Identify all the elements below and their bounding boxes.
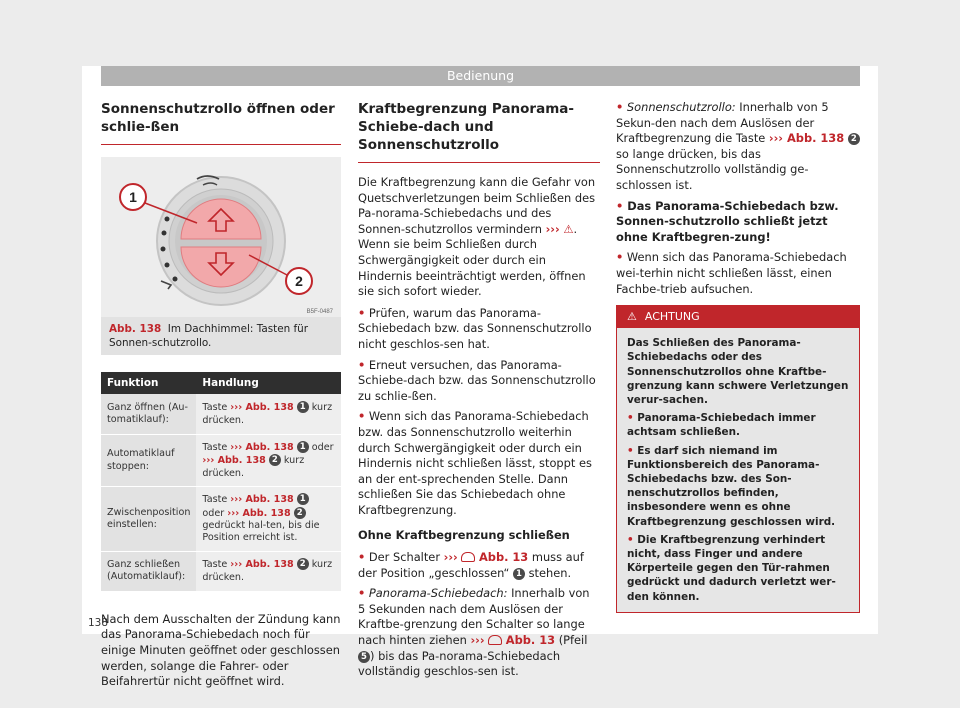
link-abb-138[interactable]: ››› Abb. 138 [227,507,291,519]
caption-text: Im Dachhimmel: Tasten für Sonnen-schutzrollo. [109,323,309,349]
force-limit-intro: Die Kraftbegrenzung kann die Gefahr von Quetschverletzungen beim Schließen des Pa-norama-Schiebedachs und des Sonnen-schutzrollos vermindern ››› ⚠. Wenn sie beim Schließen durch Schwergängigkeit oder durch ein Hindernis beeinträchtigt werden, öffnen sie sich sofort wieder. [358,175,596,299]
table-cell-function: Ganz öffnen (Au-tomatiklauf): [101,394,196,434]
number-badge: 2 [848,133,860,145]
warning-header [617,306,859,328]
warning-item: • Panorama-Schiebedach immer achtsam schließen. [627,412,816,439]
table-cell-action: Taste ››› Abb. 138 1 kurz drücken. [196,394,341,434]
link-abb-13[interactable]: Abb. 13 [505,633,556,648]
link-abb-138[interactable]: ››› Abb. 138 [768,131,845,146]
section-heading-sunshade: Sonnenschutzrollo öffnen oder schlie-ßen [101,100,341,145]
link-abb-138[interactable]: ››› Abb. 138 [230,402,294,414]
warning-box [616,305,860,613]
list-item: • Der Schalter ››› Abb. 13 muss auf der Position „geschlossen“ 1 stehen. [358,550,584,580]
sunshade-switch-illustration [101,157,341,317]
table-row [101,394,341,434]
link-abb-138[interactable]: ››› Abb. 138 [230,559,294,571]
figure-sunshade-buttons [101,157,341,317]
link-abb-138[interactable]: ››› Abb. 138 [230,441,294,453]
link-abb-138[interactable]: ››› Abb. 138 [230,494,294,506]
section-header: Bedienung [101,66,860,86]
warning-triangle-icon: ⚠ [627,310,637,324]
warning-intro: Das Schließen des Panorama-Schiebedachs oder des Sonnenschutzrollos ohne Kraftbe-grenzung kann schwere Verletzungen verur-sachen. [627,337,849,406]
list-item: • Wenn sich das Panorama-Schiebedach wei-terhin nicht schließen lässt, einen Fachbe-trieb aufsuchen. [616,250,847,296]
table-head-action: Handlung [196,372,341,394]
number-badge: 2 [297,558,309,570]
warning-item: • Die Kraftbegrenzung verhindert nicht, dass Finger und andere Körperteile gegen den Tür-rahmen gedrückt und dadurch verletzt wer-den können. [627,533,836,603]
number-badge: 1 [297,493,309,505]
link-abb-13[interactable]: Abb. 13 [478,550,529,565]
column-right [616,100,860,613]
list-item: • Wenn sich das Panorama-Schiebedach bzw. das Sonnenschutzrollo weiterhin durch Schwergängigkeit oder durch ein Hindernis nicht schließen lässt, stoppt es an der ent-sprechenden Stelle. Dann schließen Sie das Schiebedach ohne Kraftbegrenzung. [358,409,592,517]
table-cell-action: Taste ››› Abb. 138 1 oder ››› Abb. 138 2 gedrückt hal-ten, bis die Position erreicht ist. [196,487,341,552]
subheading-without-limit: Ohne Kraftbegrenzung schließen [358,528,570,543]
table-cell-action: Taste ››› Abb. 138 1 oder ››› Abb. 138 2 kurz drücken. [196,434,341,486]
table-row [101,434,341,486]
number-badge: 5 [358,651,370,663]
figure-code: B5F-0487 [306,309,333,315]
warning-triangle-icon[interactable]: ⚠ [563,221,574,236]
callout-1: 1 [129,189,137,205]
list-item: • Das Panorama-Schiebedach bzw. Sonnen-schutzrollo schließt jetzt ohne Kraftbegren-zung! [616,198,839,244]
section-heading-force-limit: Kraftbegrenzung Panorama-Schiebe-dach und Sonnenschutzrollo [358,100,600,163]
table-row [101,487,341,552]
caption-ref: Abb. 138 [109,323,162,335]
table-cell-function: Automatiklauf stoppen: [101,434,196,486]
list-item: • Prüfen, warum das Panorama-Schiebedach bzw. das Sonnenschutzrollo nicht geschlos-sen hat. [358,305,592,351]
number-badge: 2 [294,507,306,519]
sunroof-car-icon [461,552,475,562]
link-abb-138[interactable]: ››› Abb. 138 [202,455,266,467]
table-cell-function: Ganz schließen (Automatiklauf): [101,551,196,591]
page-number: 138 [88,617,109,629]
function-table [101,372,341,592]
table-cell-action: Taste ››› Abb. 138 2 kurz drücken. [196,551,341,591]
callout-2: 2 [295,273,303,289]
list-item: • Panorama-Schiebedach: Innerhalb von 5 Sekunden nach dem Auslösen der Kraftbe-grenzung den Schalter so lange nach hinten ziehen ››› Abb. 13 (Pfeil 5 ) bis das Pa-norama-Schiebedach vollständig geschlos-sen ist. [358,586,590,679]
number-badge: 2 [269,454,281,466]
column-middle [358,100,600,685]
number-badge: 1 [513,568,525,580]
warning-item: • Es darf sich niemand im Funktionsbereich des Panorama-Schiebedachs bzw. des Son-nenschutzrollos befinden, insbesondere wenn es ohne Kraftbegrenzung geschlossen wird. [627,444,836,528]
table-head-function: Funktion [101,372,196,394]
sunroof-car-icon [488,635,502,645]
warning-title: ACHTUNG [644,310,700,324]
list-item: • Sonnenschutzrollo: Innerhalb von 5 Sekun-den nach dem Auslösen der Kraftbegrenzung die Taste ››› Abb. 138 2 so lange drücken, bis das Sonnenschutzrollo vollständig ge-schlossen ist. [616,100,860,194]
list-item: • Erneut versuchen, das Panorama-Schiebe-dach bzw. das Sonnenschutzrollo zu schlie-ßen. [358,357,596,403]
warning-body [617,328,859,612]
column-left [101,100,341,696]
table-row [101,551,341,591]
figure-caption [101,317,341,355]
number-badge: 1 [297,441,309,453]
table-cell-function: Zwischenposition einstellen: [101,487,196,552]
ignition-note: Nach dem Ausschalten der Zündung kann das Panorama-Schiebedach noch für einige Minuten geöffnet oder geschlossen werden, solange die Fahrer- oder Beifahrertür nicht geöffnet wird. [101,611,341,689]
number-badge: 1 [297,401,309,413]
